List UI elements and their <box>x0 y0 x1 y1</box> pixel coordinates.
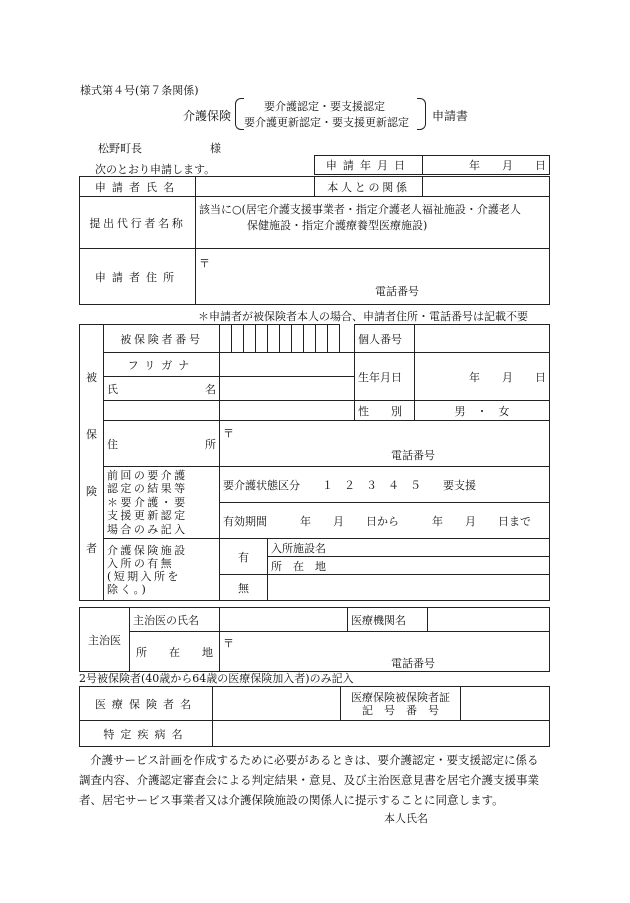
honorific: 様 <box>210 142 221 155</box>
signature-field[interactable] <box>438 810 550 824</box>
insured-number-digit[interactable] <box>280 325 292 353</box>
insured-postal-mark: 〒 <box>223 427 234 440</box>
personal-number-label: 個人番号 <box>355 325 415 353</box>
sex-label: 性 別 <box>355 401 415 421</box>
addressee: 松野町長 <box>98 142 142 155</box>
insured-number-digit[interactable] <box>304 325 316 353</box>
insured-number-digit[interactable] <box>268 325 280 353</box>
address-char-1: 住 <box>107 437 118 451</box>
side-char-1: 被 <box>86 370 97 384</box>
name-char-2: 名 <box>205 382 216 396</box>
doctor-name-label: 主治医の氏名 <box>130 608 220 632</box>
agent-note-1: 該当に○(居宅介護支援事業者・指定介護老人福祉施設・介護老人 <box>199 203 521 216</box>
signature-label: 本人氏名 <box>384 812 428 825</box>
date-table <box>314 155 550 175</box>
application-type-2: 要介護更新認定・要支援更新認定 <box>244 116 409 129</box>
furigana-field[interactable] <box>220 353 355 377</box>
applicant-name-field[interactable] <box>196 177 315 197</box>
insured-number-digit[interactable] <box>256 325 268 353</box>
doctor-side-label: 主治医 <box>80 608 130 672</box>
intro-text: 次のとおり申請します。 <box>95 163 216 176</box>
applicant-name-label: 申請者氏名 <box>80 177 196 197</box>
facility-line-2: 入所の有無 <box>107 556 175 570</box>
facility-yes-option[interactable]: 有 <box>220 539 268 575</box>
disease-field[interactable] <box>213 721 550 747</box>
previous-result-label <box>104 467 220 539</box>
birth-field[interactable]: 年 月 日 <box>415 353 550 401</box>
insured-number-digit[interactable] <box>328 325 340 353</box>
date-field[interactable]: 年 月 日 <box>423 156 550 175</box>
doctor-table <box>79 607 550 672</box>
name-field[interactable] <box>220 377 355 401</box>
insured-number-digit[interactable] <box>316 325 328 353</box>
prev-line-3: ＊要介護・要 <box>107 495 188 509</box>
phone-label: 電話番号 <box>375 285 419 298</box>
doctor-address-label: 所 在 地 <box>130 632 220 672</box>
right-bracket <box>417 98 426 130</box>
prev-line-4: 支援更新認定 <box>107 509 188 523</box>
furigana-label: フリガナ <box>104 353 220 377</box>
institution-field[interactable] <box>428 608 550 632</box>
sex-field[interactable]: 男 ・ 女 <box>415 401 550 421</box>
left-bracket <box>235 98 244 130</box>
agent-label: 提出代行者名称 <box>80 197 196 249</box>
personal-number-field[interactable] <box>415 325 550 353</box>
doctor-address-field[interactable] <box>220 632 550 672</box>
institution-label: 医療機関名 <box>348 608 428 632</box>
disease-label: 特定疾病名 <box>80 721 213 747</box>
facility-no-option[interactable]: 無 <box>220 575 268 601</box>
name-label <box>104 377 220 401</box>
applicant-address-label: 申請者住所 <box>80 249 196 305</box>
agent-note-2: 保健施設・指定介護療養型医療施設) <box>247 219 428 232</box>
birth-label: 生年月日 <box>355 353 415 401</box>
insured-number-digit[interactable] <box>232 325 244 353</box>
insured-number-digit[interactable] <box>244 325 256 353</box>
doctor-name-field[interactable] <box>220 608 348 632</box>
facility-label <box>104 539 220 601</box>
consent-line-2: 調査内容、介護認定審査会による判定結果・意見、及び主治医意見書を居宅介護支援事業 <box>79 773 539 787</box>
consent-line-3: 者、居宅サービス事業者又は介護保険施設の関係人に提示することに同意します。 <box>79 793 504 807</box>
name-continued <box>104 401 220 421</box>
insurer-label: 医療保険者名 <box>80 687 213 721</box>
insured-number-digit[interactable] <box>220 325 232 353</box>
spacer-cell <box>340 325 355 353</box>
facility-name-label: 入所施設名 <box>268 539 550 557</box>
insured-number-digit[interactable] <box>292 325 304 353</box>
application-suffix: 申請書 <box>432 109 469 123</box>
insured-number-label: 被保険者番号 <box>104 325 220 353</box>
applicant-address-field[interactable] <box>196 249 550 305</box>
prev-line-2: 認定の結果等 <box>107 482 188 496</box>
applicant-footnote: ＊申請者が被保険者本人の場合、申請者住所・電話番号は記載不要 <box>198 310 528 323</box>
date-label: 申請年月日 <box>315 156 423 175</box>
side-char-4: 者 <box>86 541 97 555</box>
applicant-table <box>79 176 550 305</box>
insured-table <box>79 324 550 601</box>
insured-side-label <box>80 325 104 601</box>
postal-mark: 〒 <box>199 257 210 270</box>
address-label <box>104 421 220 467</box>
consent-line-1: 介護サービス計画を作成するために必要があるときは、要介護認定・要支援認定に係る <box>90 753 539 767</box>
facility-line-1: 介護保険施設 <box>107 543 188 557</box>
insured-phone-label: 電話番号 <box>391 449 435 462</box>
insurance-label: 介護保険 <box>183 109 232 123</box>
care-level-field[interactable]: 要介護状態区分 １ ２ ３ ４ ５ 要支援 <box>220 467 550 503</box>
agent-field[interactable] <box>196 197 550 249</box>
address-field[interactable] <box>220 421 550 467</box>
card-label-2: 記 号 番 号 <box>362 703 439 717</box>
address-char-2: 所 <box>205 437 216 451</box>
prev-line-5: 場合のみ記入 <box>107 522 188 536</box>
relation-field[interactable] <box>423 177 550 197</box>
doctor-phone-label: 電話番号 <box>391 657 435 670</box>
doctor-postal-mark: 〒 <box>223 637 234 650</box>
second-insured-table <box>79 686 550 747</box>
card-label-1: 医療保険被保険者証 <box>351 690 450 704</box>
validity-field[interactable]: 有効期間 年 月 日から 年 月 日まで <box>220 503 550 539</box>
facility-line-4: 除く。) <box>107 582 149 596</box>
relation-label: 本人との関係 <box>315 177 423 197</box>
side-char-2: 保 <box>86 427 97 441</box>
name-char-1: 氏 <box>107 382 118 396</box>
application-type-1: 要介護認定・要支援認定 <box>264 100 385 113</box>
facility-address-label: 所 在 地 <box>268 557 550 575</box>
facility-line-3: (短期入所を <box>107 569 181 583</box>
card-label <box>341 687 461 721</box>
insurer-field[interactable] <box>213 687 341 721</box>
prev-line-1: 前回の要介護 <box>107 468 188 482</box>
card-field[interactable] <box>461 687 550 721</box>
second-insured-note: 2号被保険者(40歳から64歳の医療保険加入者)のみ記入 <box>79 672 354 685</box>
facility-no-field[interactable] <box>268 575 550 601</box>
name-field-lower[interactable] <box>220 401 355 421</box>
form-number: 様式第４号(第７条関係) <box>80 84 199 97</box>
side-char-3: 険 <box>86 484 97 498</box>
